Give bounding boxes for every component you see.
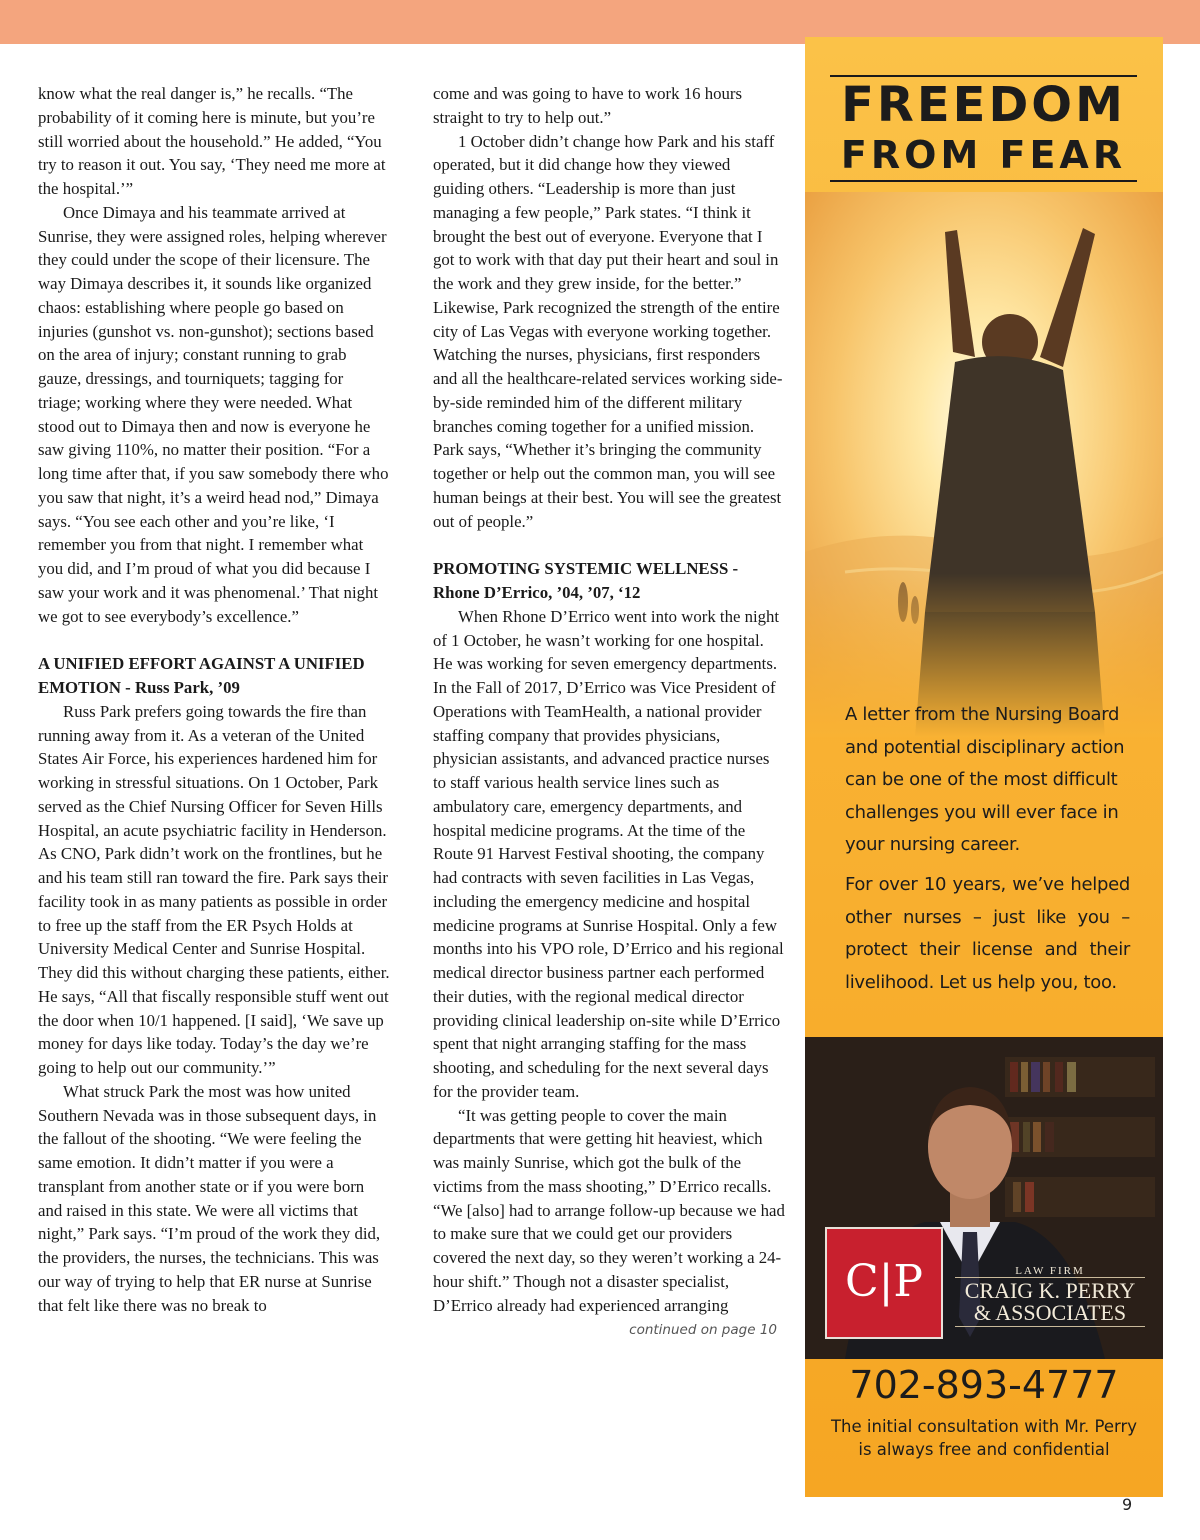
paragraph: “It was getting people to cover the main departments that were getting hit heaviest, which was mainly Sunrise, which got the bulk of the victims from the mass shooting,” D’Errico recalls. “We [also] had to arrange follow-up because we had to make sure that we could get our providers covered the next day, so they weren’t working a 24-hour shift.” Though not a disaster specialist, D’Errico already had experienced arranging: [433, 1105, 785, 1315]
firm-name-line1: CRAIG K. PERRY: [955, 1277, 1145, 1302]
ad-body-text-1: A letter from the Nursing Board and potential disciplinary action can be one of the most difficult challenges you will ever face in your nursing career.: [845, 704, 1125, 855]
firm-logo: C|P: [825, 1227, 943, 1339]
consultation-line2: is always free and confidential: [858, 1440, 1110, 1459]
ad-title-rule: [830, 180, 1137, 182]
firm-name-block: [955, 1265, 1145, 1327]
section-heading: [38, 652, 390, 700]
law-firm-advertisement: [805, 37, 1163, 1497]
paragraph: Once Dimaya and his teammate arrived at Sunrise, they were assigned roles, helping wherever they could under the scope of their licensure. The way Dimaya describes it, it sounds like organized chaos: establishing where people go based on injuries (gunshot vs. non-gunshot); sections based on the area of injury; constant running to grab gauze, dressings, and tourniquets; tagging for triage; working where they were needed. What stood out to Dimaya then and now is everyone he saw giving 110%, no matter their position. “For a long time after that, if you saw somebody there who you saw that night, it’s a weird head nod,” Dimaya says. “You see each other and you’re like, ‘I remember you from that night. I remember what you did, and I’m proud of what you did because I saw your work and it was phenomenal.’ That night we got to see everybody’s excellence.”: [38, 202, 389, 626]
consultation-note: [805, 1415, 1163, 1461]
firm-label: LAW FIRM: [1015, 1265, 1085, 1277]
section-heading-title: PROMOTING SYSTEMIC WELLNESS -: [433, 559, 739, 579]
phone-number: 702-893-4777: [849, 1363, 1119, 1407]
section-heading-title: A UNIFIED EFFORT AGAINST A UNIFIED EMOTION: [38, 654, 365, 697]
section-heading-byline: - Russ Park, ’09: [120, 678, 240, 697]
article-column-2: [433, 82, 785, 1343]
paragraph: know what the real danger is,” he recalls. “The probability of it coming here is minute, but you’re still worried about the household.” He added, “You try to reason it out. You say, ‘They need me more at the hospital.’”: [38, 84, 386, 198]
celebrating-person-photo: [805, 192, 1163, 737]
ad-title-line2: FROM FEAR: [840, 133, 1127, 177]
ad-title-line1: FREEDOM: [841, 77, 1126, 133]
paragraph: What struck Park the most was how united Southern Nevada was in those subsequent days, in the fallout of the shooting. “We were feeling the same emotion. It didn’t matter if you were a transplant from another state or if you were born and raised in this state. We were all victims that night,” Park says. “I’m proud of the work they did, the providers, the nurses, the technicians. This was our way of trying to help that ER nurse at Sunrise that felt like there was no break to: [38, 1081, 381, 1315]
section-heading-byline: Rhone D’Errico, ’04, ’07, ‘12: [433, 583, 641, 602]
consultation-line1: The initial consultation with Mr. Perry: [830, 1417, 1138, 1436]
paragraph: Russ Park prefers going towards the fire than running away from it. As a veteran of the United States Air Force, his experiences hardened him for working in stressful situations. On 1 October, Park served as the Chief Nursing Officer for Seven Hills Hospital, an acute psychiatric facility in Henderson. As CNO, Park didn’t work on the frontlines, but he and his team still ran toward the fire. Park says their facility took in as many patients as possible in order to free up the staff from the ER Psych Holds at University Medical Center and Sunrise Hospital. They did this without charging these patients, either. He says, “All that fiscally responsible stuff went out the door when 10/1 happened. [I said], ‘We save up money for days like today. Today’s the day we’re going to help out our community.’”: [38, 701, 390, 1077]
firm-name-line2: & ASSOCIATES: [955, 1302, 1145, 1327]
paragraph: come and was going to have to work 16 hours straight to try to help out.”: [433, 84, 742, 127]
page-number: 9: [1122, 1495, 1133, 1514]
section-heading: [433, 557, 785, 605]
continued-note: continued on page 10: [629, 1322, 777, 1339]
ad-body-text-2: For over 10 years, we’ve helped other nurses – just like you – protect their license and their livelihood. Let us help you, too.: [845, 874, 1130, 993]
article-column-1: [38, 82, 390, 1317]
paragraph: When Rhone D’Errico went into work the night of 1 October, he wasn’t working for one hospital. He was working for seven emergency departments. In the Fall of 2017, D’Errico was Vice President of Operations with TeamHealth, a national provider staffing company that provides physicians, physician assistants, and advanced practice nurses to staff various health service lines such as ambulatory care, emergency departments, and hospital medicine programs. At the time of the Route 91 Harvest Festival shooting, the company had contracts with seven facilities in Las Vegas, including the emergency medicine and hospital medicine programs at Sunrise Hospital. Only a few months into his VPO role, D’Errico and his regional medical director business partner each performed their duties, with the regional medical director providing clinical leadership on-site while D’Errico spent that night arranging staffing for the mass shooting, and scheduling for the next several days for the provider team.: [433, 606, 784, 1101]
paragraph: 1 October didn’t change how Park and his staff operated, but it did change how they viewed guiding others. “Leadership is more than just managing a few people,” Park states. “I think it brought the best out of everyone. Everyone that I got to work with that day put their heart and soul in the work and they grew inside, for the better.” Likewise, Park recognized the strength of the entire city of Las Vegas with everyone working together. Watching the nurses, physicians, first responders and all the healthcare-related services working side-by-side reminded him of the different military branches coming together for a unified mission. Park says, “Whether it’s bringing the community together or help out the common man, you will see human beings at their best. You will see the greatest out of people.”: [433, 131, 783, 531]
